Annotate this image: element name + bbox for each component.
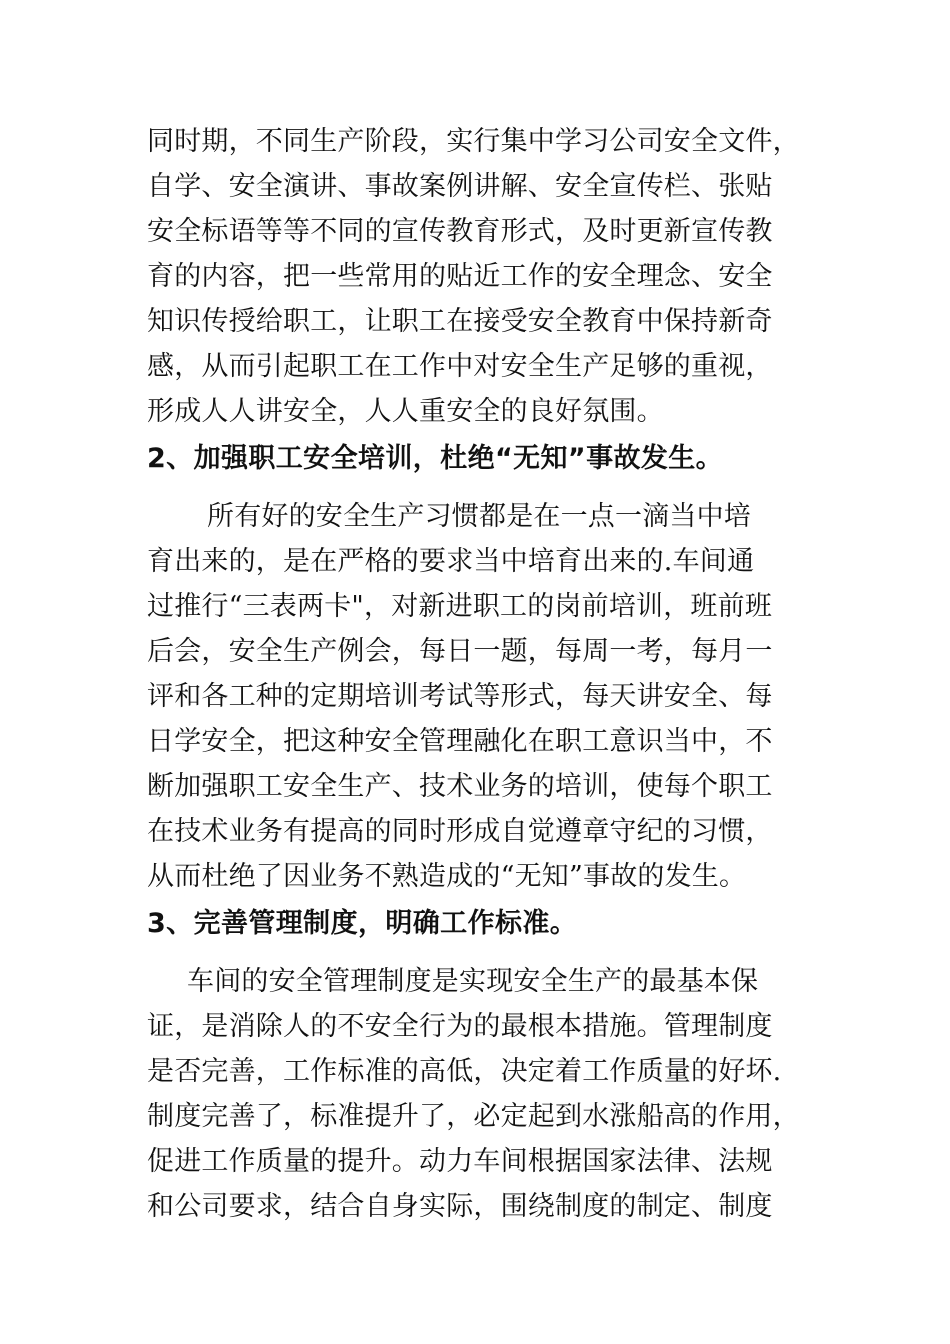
- paragraph-line: 评和各工种的定期培训考试等形式，每天讲安全、每: [147, 681, 773, 712]
- paragraph-line: 和公司要求，结合自身实际，围绕制度的制定、制度: [147, 1191, 773, 1222]
- paragraph-line: 在技术业务有提高的同时形成自觉遵章守纪的习惯，: [147, 816, 773, 847]
- paragraph-line: 后会，安全生产例会，每日一题，每周一考，每月一: [147, 636, 773, 667]
- paragraph-line: 同时期，不同生产阶段，实行集中学习公司安全文件，: [147, 126, 800, 157]
- paragraph-line: 证，是消除人的不安全行为的最根本措施。管理制度: [147, 1011, 773, 1042]
- paragraph-line: 育的内容，把一些常用的贴近工作的安全理念、安全: [147, 261, 773, 292]
- paragraph-line: 形成人人讲安全，人人重安全的良好氛围。: [147, 396, 664, 427]
- section-heading-2: 2、加强职工安全培训，杜绝“无知”事故发生。: [147, 443, 724, 474]
- paragraph-line: 从而杜绝了因业务不熟造成的“无知”事故的发生。: [147, 861, 747, 892]
- paragraph-line: 制度完善了，标准提升了，必定起到水涨船高的作用，: [147, 1101, 800, 1132]
- paragraph-line: 安全标语等等不同的宣传教育形式，及时更新宣传教: [147, 216, 773, 247]
- paragraph-line: 车间的安全管理制度是实现安全生产的最基本保: [187, 966, 759, 997]
- paragraph-line: 感，从而引起职工在工作中对安全生产足够的重视，: [147, 351, 773, 382]
- paragraph-line: 是否完善，工作标准的高低，决定着工作质量的好坏.: [147, 1056, 782, 1087]
- section-heading-3: 3、完善管理制度，明确工作标准。: [147, 908, 578, 939]
- paragraph-line: 自学、安全演讲、事故案例讲解、安全宣传栏、张贴: [147, 171, 773, 202]
- paragraph-line: 育出来的，是在严格的要求当中培育出来的.车间通: [147, 546, 755, 577]
- paragraph-line: 过推行“三表两卡"，对新进职工的岗前培训，班前班: [147, 591, 773, 622]
- paragraph-line: 断加强职工安全生产、技术业务的培训，使每个职工: [147, 771, 773, 802]
- paragraph-line: 所有好的安全生产习惯都是在一点一滴当中培: [207, 501, 751, 532]
- paragraph-line: 日学安全，把这种安全管理融化在职工意识当中，不: [147, 726, 773, 757]
- paragraph-line: 促进工作质量的提升。动力车间根据国家法律、法规: [147, 1146, 773, 1177]
- paragraph-line: 知识传授给职工，让职工在接受安全教育中保持新奇: [147, 306, 773, 337]
